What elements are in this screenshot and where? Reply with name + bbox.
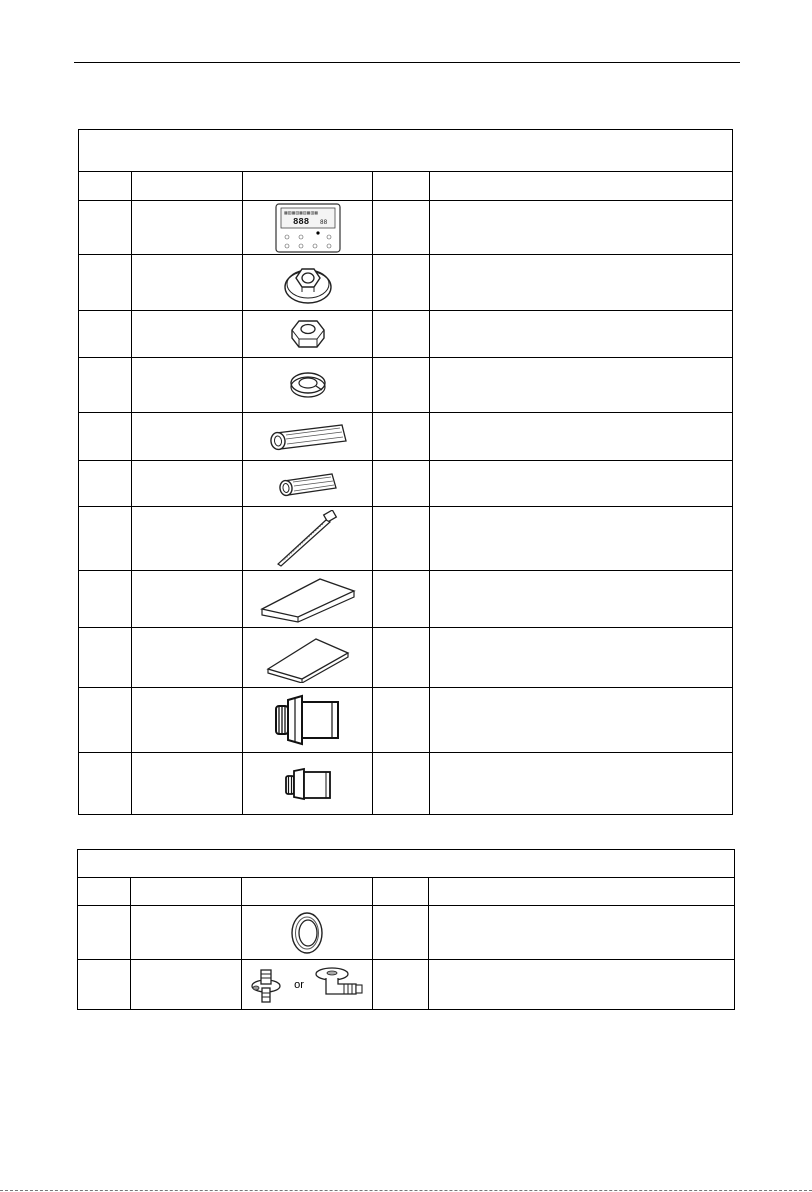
svg-text:888: 888 xyxy=(292,216,309,227)
table-row xyxy=(79,201,733,255)
cell-no xyxy=(79,571,132,628)
cell-name xyxy=(132,507,243,571)
pipe-connector-large-icon xyxy=(272,692,344,748)
cell-qty xyxy=(373,960,429,1010)
accessories-table-2 xyxy=(77,849,735,1010)
cell-no xyxy=(79,753,132,815)
drain-joint-group xyxy=(242,964,372,1006)
cell-usage xyxy=(430,201,733,255)
drain-joint-variant-a-icon xyxy=(248,964,286,1006)
table-row xyxy=(79,507,733,571)
header-qty xyxy=(373,878,429,906)
cell-image xyxy=(242,960,373,1010)
cell-image xyxy=(243,628,373,688)
table-row xyxy=(79,628,733,688)
cell-name xyxy=(132,311,243,358)
spring-washer-icon xyxy=(288,368,328,402)
cell-usage xyxy=(430,311,733,358)
cell-image xyxy=(243,358,373,413)
cell-image xyxy=(242,906,373,960)
cell-name xyxy=(132,201,243,255)
sponge-pad-small-icon xyxy=(264,633,352,683)
cell-image xyxy=(243,255,373,311)
table-title-row xyxy=(79,130,733,172)
page-bottom-edge xyxy=(0,1190,812,1191)
cell-image xyxy=(243,311,373,358)
table-title xyxy=(79,130,733,172)
cell-image xyxy=(243,753,373,815)
table-row xyxy=(78,906,735,960)
cell-qty xyxy=(373,201,430,255)
table-title-row xyxy=(78,850,735,878)
header-image xyxy=(243,172,373,201)
or-separator: or xyxy=(294,978,304,991)
cell-qty xyxy=(373,358,430,413)
table-row xyxy=(79,358,733,413)
cell-qty xyxy=(373,461,430,507)
cell-no xyxy=(79,413,132,461)
cell-name xyxy=(132,413,243,461)
cell-no xyxy=(79,461,132,507)
table-row xyxy=(79,413,733,461)
hex-nut-icon xyxy=(288,317,328,351)
cell-image xyxy=(243,571,373,628)
cell-no xyxy=(79,201,132,255)
cell-no xyxy=(79,628,132,688)
insulation-sleeve-long-icon xyxy=(266,421,350,453)
cell-no xyxy=(79,255,132,311)
table-row xyxy=(79,461,733,507)
drain-joint-variant-b-icon xyxy=(312,964,366,1006)
cell-qty xyxy=(373,311,430,358)
cell-no xyxy=(78,960,131,1010)
cell-name xyxy=(132,753,243,815)
cell-usage xyxy=(430,507,733,571)
cell-name xyxy=(132,358,243,413)
cell-qty xyxy=(373,255,430,311)
table-title xyxy=(78,850,735,878)
cell-qty xyxy=(373,571,430,628)
header-no xyxy=(78,878,131,906)
table-row xyxy=(79,311,733,358)
table-header-row xyxy=(78,878,735,906)
cell-image xyxy=(243,507,373,571)
cell-usage xyxy=(430,255,733,311)
cell-usage xyxy=(430,571,733,628)
cell-qty xyxy=(373,507,430,571)
cell-image xyxy=(243,413,373,461)
cell-no xyxy=(79,311,132,358)
cell-qty xyxy=(373,753,430,815)
header-name xyxy=(131,878,242,906)
cell-no xyxy=(78,906,131,960)
cell-name xyxy=(132,628,243,688)
cell-qty xyxy=(373,628,430,688)
header-no xyxy=(79,172,132,201)
cell-qty xyxy=(373,906,429,960)
cell-name xyxy=(132,571,243,628)
cell-no xyxy=(79,507,132,571)
table-row xyxy=(79,571,733,628)
header-name xyxy=(132,172,243,201)
cell-usage xyxy=(429,960,735,1010)
header-usage xyxy=(430,172,733,201)
insulation-sleeve-short-icon xyxy=(276,469,340,499)
seal-ring-icon xyxy=(287,910,327,956)
cell-usage xyxy=(430,358,733,413)
table-row xyxy=(79,753,733,815)
cell-image xyxy=(243,688,373,753)
flange-nut-icon xyxy=(283,260,333,306)
cell-usage xyxy=(430,413,733,461)
cell-no xyxy=(79,688,132,753)
cell-name xyxy=(131,906,242,960)
header-rule xyxy=(74,62,740,63)
sponge-pad-large-icon xyxy=(258,575,358,623)
accessories-table-1 xyxy=(78,129,733,815)
header-image xyxy=(242,878,373,906)
cell-qty xyxy=(373,413,430,461)
cell-no xyxy=(79,358,132,413)
cell-name xyxy=(132,461,243,507)
cell-name xyxy=(132,255,243,311)
cable-tie-icon xyxy=(273,510,343,568)
svg-text:88: 88 xyxy=(319,218,327,226)
cell-image xyxy=(243,461,373,507)
cell-qty xyxy=(373,688,430,753)
cell-name xyxy=(131,960,242,1010)
cell-image xyxy=(243,201,373,255)
table-row xyxy=(79,255,733,311)
cell-name xyxy=(132,688,243,753)
cell-usage xyxy=(430,753,733,815)
table-row xyxy=(78,960,735,1010)
svg-text:▦▥▦▥▦▥▦▥▦: ▦▥▦▥▦▥▦▥▦ xyxy=(283,209,318,215)
pipe-connector-small-icon xyxy=(282,763,334,805)
cell-usage xyxy=(430,688,733,753)
header-qty xyxy=(373,172,430,201)
table-row xyxy=(79,688,733,753)
cell-usage xyxy=(430,461,733,507)
cell-usage xyxy=(429,906,735,960)
cell-usage xyxy=(430,628,733,688)
header-usage xyxy=(429,878,735,906)
wired-controller-icon xyxy=(275,203,341,253)
table-header-row xyxy=(79,172,733,201)
